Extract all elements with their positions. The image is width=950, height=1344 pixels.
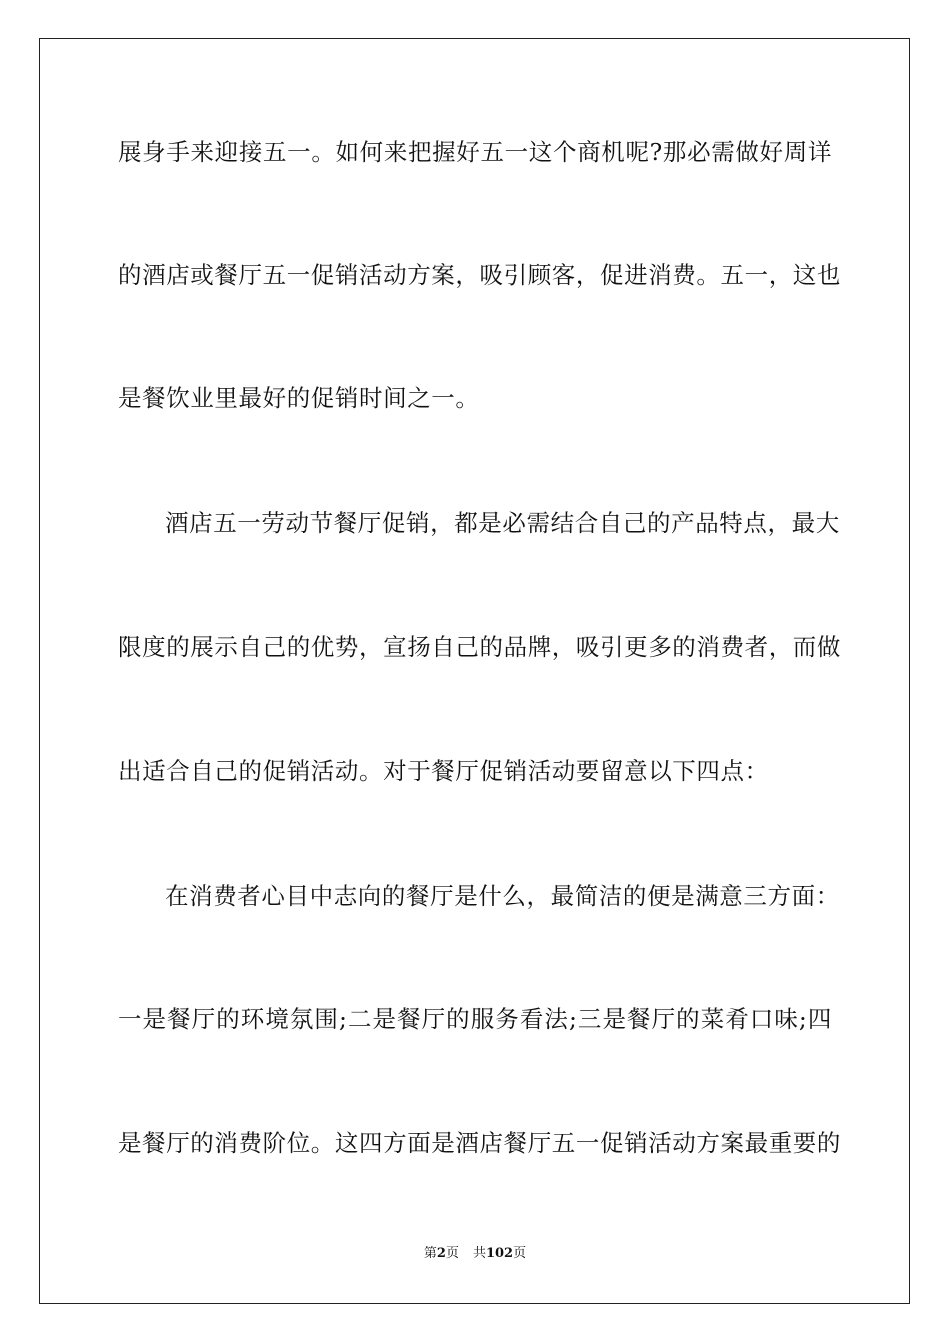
paragraph-line-6: 出适合自己的促销活动。对于餐厅促销活动要留意以下四点： — [118, 757, 769, 785]
paragraph-line-7: 在消费者心目中志向的餐厅是什么，最简洁的便是满意三方面： — [165, 882, 840, 910]
footer-total-prefix: 共 — [472, 1246, 486, 1261]
page-border — [39, 38, 910, 1304]
footer-total-pages: 102 — [485, 1246, 514, 1261]
paragraph-line-5: 限度的展示自己的优势，宣扬自己的品牌，吸引更多的消费者，而做 — [118, 633, 841, 661]
paragraph-line-3: 是餐饮业里最好的促销时间之一。 — [118, 384, 480, 412]
paragraph-line-8: 一是餐厅的环境氛围;二是餐厅的服务看法;三是餐厅的菜肴口味;四 — [118, 1005, 832, 1033]
paragraph-line-1: 展身手来迎接五一。如何来把握好五一这个商机呢?那必需做好周详 — [118, 138, 832, 166]
page-footer — [0, 1246, 950, 1262]
paragraph-line-4: 酒店五一劳动节餐厅促销，都是必需结合自己的产品特点，最大 — [165, 509, 840, 537]
footer-total-suffix: 页 — [513, 1246, 527, 1261]
footer-page-suffix: 页 — [445, 1246, 459, 1261]
footer-page-prefix: 第 — [423, 1246, 437, 1261]
paragraph-line-2: 的酒店或餐厅五一促销活动方案，吸引顾客，促进消费。五一，这也 — [118, 261, 841, 289]
paragraph-line-9: 是餐厅的消费阶位。这四方面是酒店餐厅五一促销活动方案最重要的 — [118, 1129, 841, 1157]
footer-page-number: 2 — [436, 1246, 446, 1261]
